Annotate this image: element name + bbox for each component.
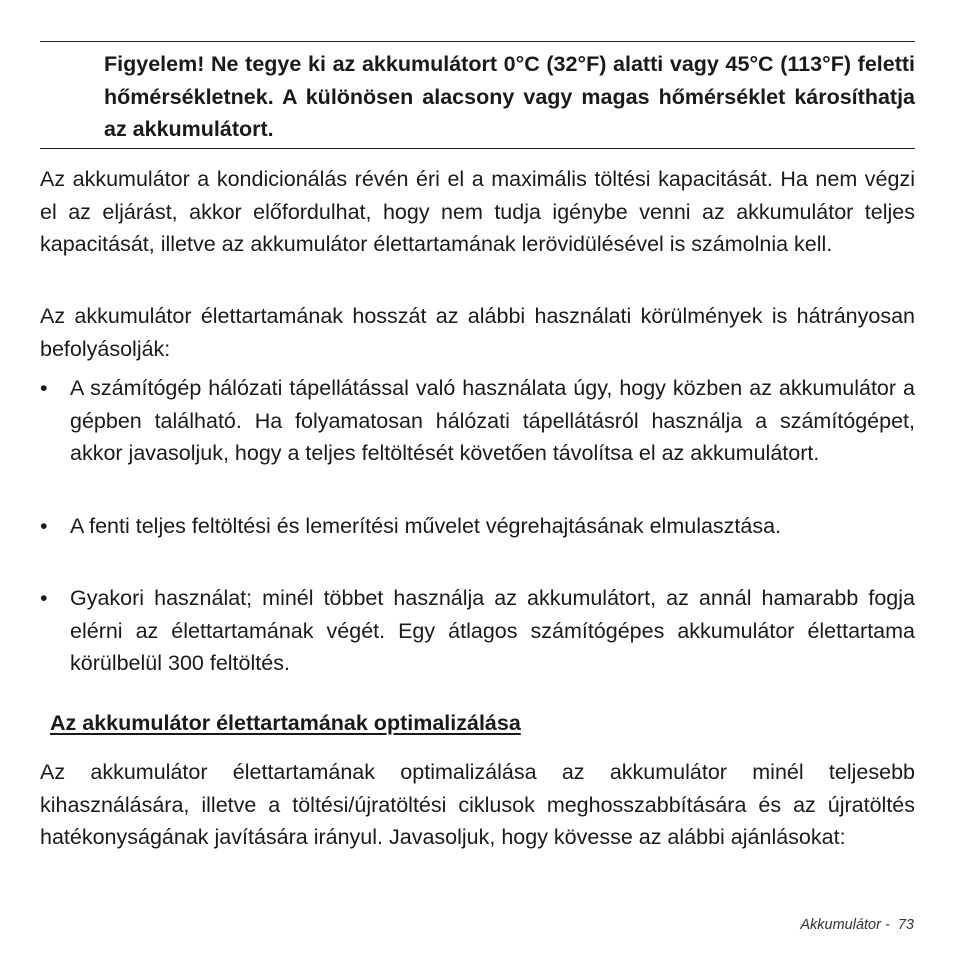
list-item [40, 372, 915, 470]
list-item [40, 582, 915, 680]
paragraph-lifetime-factors: Az akkumulátor élettartamának hosszát az alábbi használati körülmények is hátrányosan befolyásolják: [40, 304, 915, 361]
list-item [40, 510, 915, 543]
section-heading: Az akkumulátor élettartamának optimalizálása [50, 711, 521, 735]
paragraph-conditioning: Az akkumulátor a kondicionálás révén éri el a maximális töltési kapacitását. Ha nem végzi el az eljárást, akkor előfordulhat, hogy nem tudja igénybe venni az akkumulátor teljes kapacitását, illetve az akkumulátor élettartamának lerövidülésével is számolnia kell. [40, 167, 915, 256]
bullet-marker: • [40, 586, 48, 610]
list-item-text: A számítógép hálózati tápellátással való használata úgy, hogy közben az akkumulátor a gépben található. Ha folyamatosan hálózati tápellátásról használja a számítógépet, akkor javasoljuk, hogy a teljes feltöltését követően távolítsa el az akkumulátort. [70, 376, 915, 465]
warning-bottom-rule [40, 148, 915, 149]
paragraph-optimization: Az akkumulátor élettartamának optimalizálása az akkumulátor minél teljesebb kihasználására, illetve a töltési/újratöltési ciklusok meghosszabbítására és az újratöltés hatékonyságának javítására irányul. Javasoljuk, hogy kövesse az alábbi ajánlásokat: [40, 760, 915, 849]
list-item-text: A fenti teljes feltöltési és lemerítési művelet végrehajtásának elmulasztása. [70, 514, 782, 538]
bullet-marker: • [40, 514, 48, 538]
warning-top-rule [40, 41, 915, 42]
bullet-marker: • [40, 376, 48, 400]
list-item-text: Gyakori használat; minél többet használja az akkumulátort, az annál hamarabb fogja elérni az élettartamának végét. Egy átlagos számítógépes akkumulátor élettartama körülbelül 300 feltöltés. [70, 586, 915, 675]
warning-text: Figyelem! Ne tegye ki az akkumulátort 0°C (32°F) alatti vagy 45°C (113°F) feletti hőmérsékletnek. A különösen alacsony vagy magas hőmérséklet károsíthatja az akkumulátort. [104, 52, 915, 141]
page-footer: Akkumulátor - 73 [800, 917, 914, 933]
